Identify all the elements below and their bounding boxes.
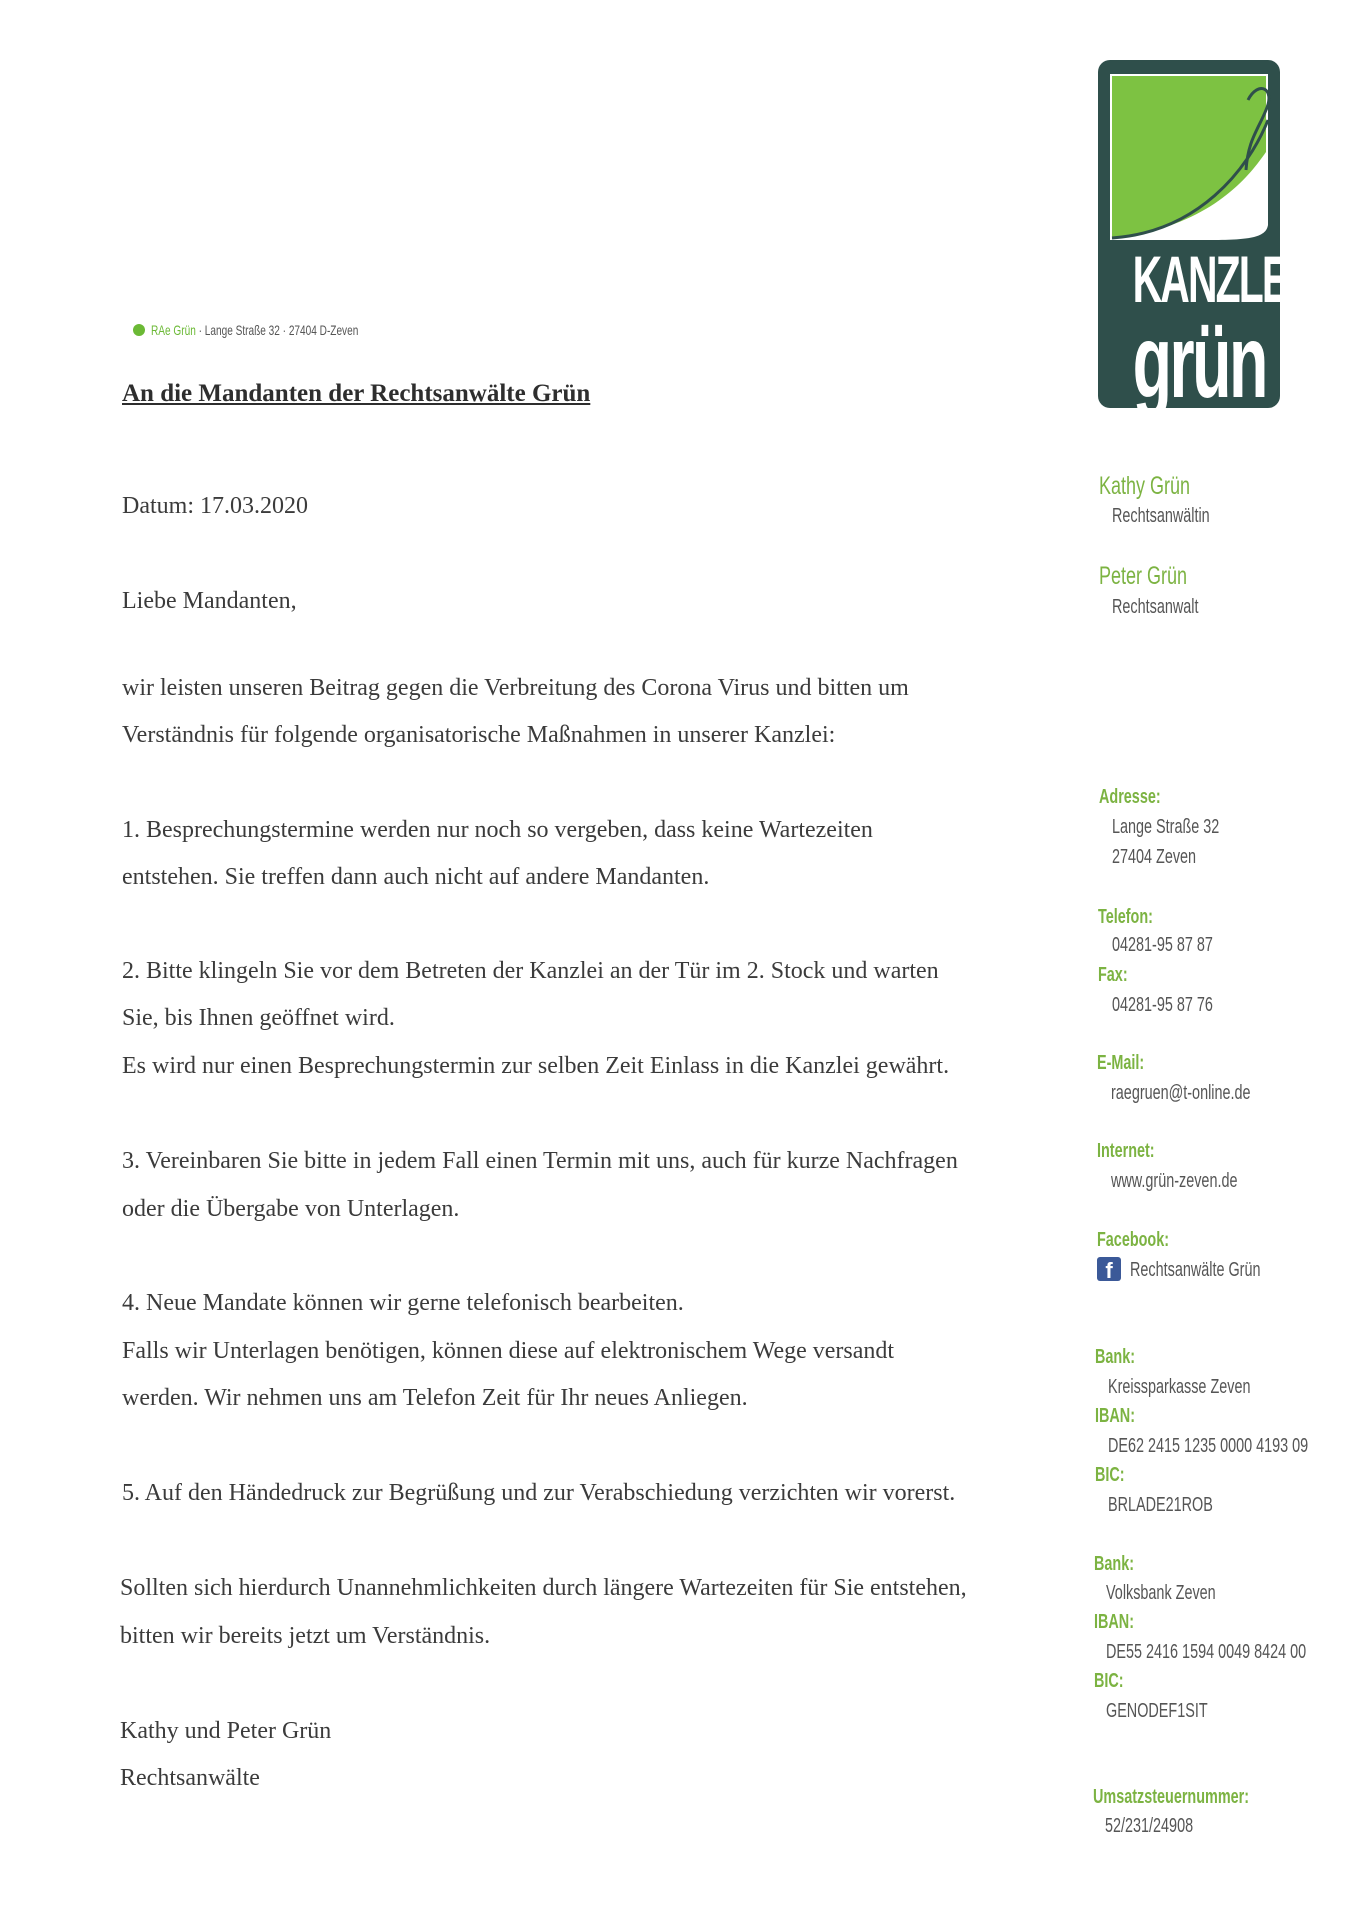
person-1-name: Kathy Grün xyxy=(1099,472,1191,500)
bic-1-label: BIC: xyxy=(1095,1464,1125,1486)
fax-label: Fax: xyxy=(1098,964,1128,986)
bank-1-name: Kreissparkasse Zeven xyxy=(1108,1376,1251,1398)
point-2-line-1: 2. Bitte klingeln Sie vor dem Betreten der Kanzlei an der Tür im 2. Stock und warten xyxy=(122,958,939,984)
point-1-line-2: entstehen. Sie treffen dann auch nicht auf andere Mandanten. xyxy=(122,864,710,890)
address-line-1: Lange Straße 32 xyxy=(1112,816,1220,838)
logo-word-gruen: grün xyxy=(1132,304,1266,420)
vat-number: 52/231/24908 xyxy=(1105,1815,1194,1837)
kanzlei-gruen-logo xyxy=(1098,60,1297,420)
iban-2-value: DE55 2416 1594 0049 8424 00 xyxy=(1106,1641,1307,1663)
intro-line-1: wir leisten unseren Beitrag gegen die Verbreitung des Corona Virus und bitten um xyxy=(122,675,909,701)
point-4-line-1: 4. Neue Mandate können wir gerne telefonisch bearbeiten. xyxy=(122,1290,684,1316)
point-1-line-1: 1. Besprechungstermine werden nur noch so vergeben, dass keine Wartezeiten xyxy=(122,817,873,843)
signature-title: Rechtsanwälte xyxy=(120,1765,260,1791)
bank-1-label: Bank: xyxy=(1095,1346,1136,1368)
phone-number: 04281-95 87 87 xyxy=(1112,934,1213,956)
bic-2-label: BIC: xyxy=(1094,1670,1124,1692)
facebook-label: Facebook: xyxy=(1097,1229,1170,1251)
address-label: Adresse: xyxy=(1099,786,1161,808)
letter-date: Datum: 17.03.2020 xyxy=(122,493,308,519)
iban-1-label: IBAN: xyxy=(1095,1405,1135,1427)
closing-line-1: Sollten sich hierdurch Unannehmlichkeiten durch längere Wartezeiten für Sie entstehen, xyxy=(120,1575,967,1601)
bic-2-value: GENODEF1SIT xyxy=(1106,1700,1208,1722)
point-2-line-3: Es wird nur einen Besprechungstermin zur selben Zeit Einlass in die Kanzlei gewährt. xyxy=(122,1053,950,1079)
facebook-icon: f xyxy=(1097,1257,1121,1281)
sender-return-address xyxy=(133,322,439,338)
facebook-page: Rechtsanwälte Grün xyxy=(1130,1259,1261,1281)
person-1-title: Rechtsanwältin xyxy=(1112,505,1210,527)
vat-label: Umsatzsteuernummer: xyxy=(1093,1786,1250,1808)
signature-names: Kathy und Peter Grün xyxy=(120,1718,332,1744)
bank-2-name: Volksbank Zeven xyxy=(1106,1582,1216,1604)
iban-2-label: IBAN: xyxy=(1094,1611,1134,1633)
person-2-title: Rechtsanwalt xyxy=(1112,596,1199,618)
sender-address: · Lange Straße 32 · 27404 D-Zeven xyxy=(195,322,359,338)
email-address: raegruen@t-online.de xyxy=(1111,1082,1251,1104)
fax-number: 04281-95 87 76 xyxy=(1112,994,1213,1016)
point-4-line-2: Falls wir Unterlagen benötigen, können diese auf elektronischem Wege versandt xyxy=(122,1338,895,1364)
leaf-emblem-icon xyxy=(1098,60,1280,240)
intro-line-2: Verständnis für folgende organisatorische Maßnahmen in unserer Kanzlei: xyxy=(122,722,836,748)
person-2-name: Peter Grün xyxy=(1099,562,1188,590)
point-5-line-1: 5. Auf den Händedruck zur Begrüßung und zur Verabschiedung verzichten wir vorerst. xyxy=(122,1480,956,1506)
phone-label: Telefon: xyxy=(1098,906,1153,928)
letter-heading: An die Mandanten der Rechtsanwälte Grün xyxy=(122,380,591,407)
address-line-2: 27404 Zeven xyxy=(1112,846,1197,868)
bic-1-value: BRLADE21ROB xyxy=(1108,1494,1213,1516)
green-dot-icon xyxy=(133,324,145,336)
salutation: Liebe Mandanten, xyxy=(122,588,297,614)
website-url: www.grün-zeven.de xyxy=(1111,1170,1238,1192)
bank-2-label: Bank: xyxy=(1094,1553,1135,1575)
email-label: E-Mail: xyxy=(1097,1052,1145,1074)
logo-word-kanzlei: KANZLEI xyxy=(1132,242,1297,316)
internet-label: Internet: xyxy=(1097,1140,1155,1162)
point-3-line-2: oder die Übergabe von Unterlagen. xyxy=(122,1196,460,1222)
closing-line-2: bitten wir bereits jetzt um Verständnis. xyxy=(120,1623,491,1649)
sender-name: RAe Grün xyxy=(151,322,196,338)
point-3-line-1: 3. Vereinbaren Sie bitte in jedem Fall einen Termin mit uns, auch für kurze Nachfragen xyxy=(122,1148,958,1174)
point-4-line-3: werden. Wir nehmen uns am Telefon Zeit für Ihr neues Anliegen. xyxy=(122,1385,748,1411)
iban-1-value: DE62 2415 1235 0000 4193 09 xyxy=(1108,1435,1309,1457)
point-2-line-2: Sie, bis Ihnen geöffnet wird. xyxy=(122,1005,395,1031)
